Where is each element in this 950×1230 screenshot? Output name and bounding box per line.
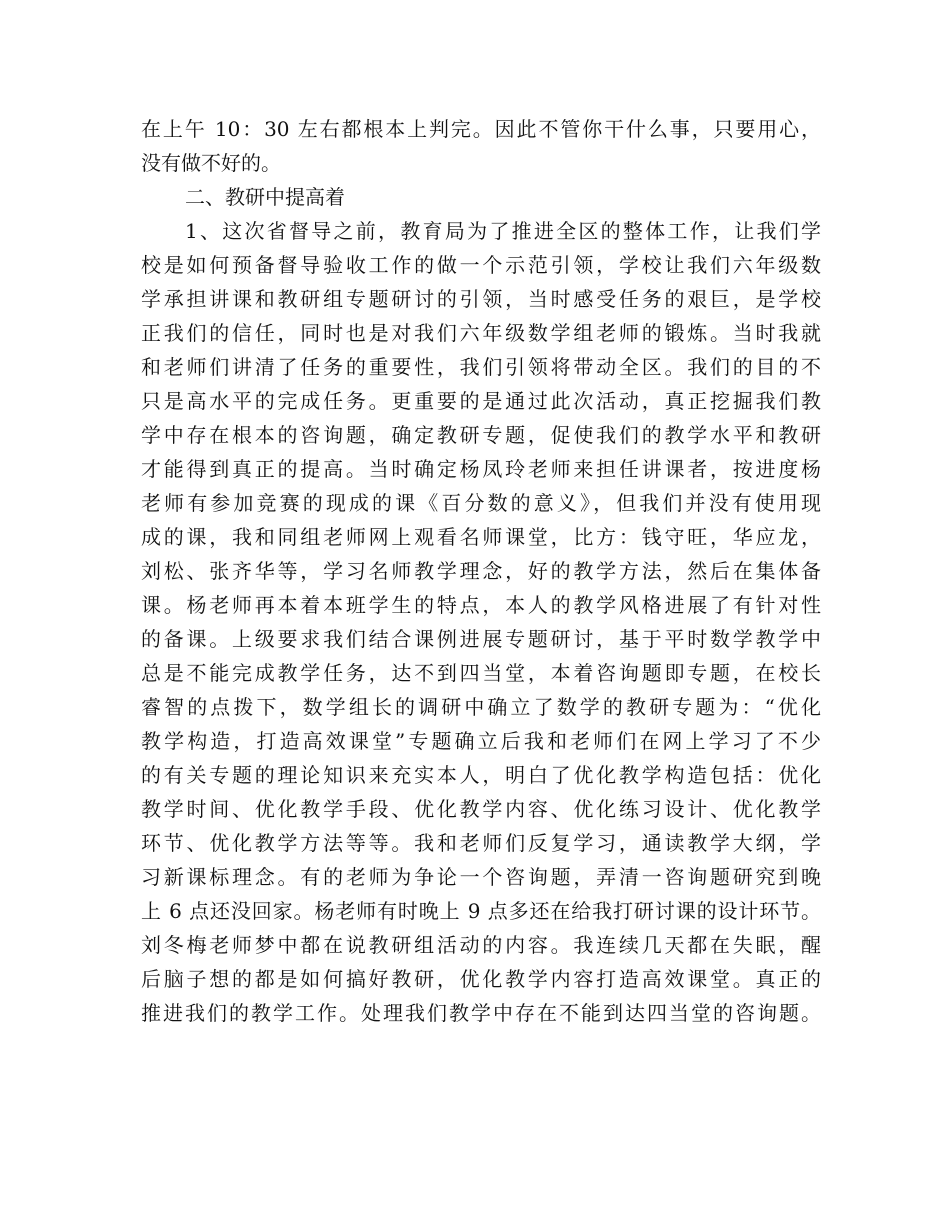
text-line: 习新课标理念。有的老师为争论一个咨询题，弄清一咨询题研究到晚 bbox=[141, 865, 821, 889]
text-line: 课。杨老师再本着本班学生的特点，本人的教学风格进展了有针对性 bbox=[141, 593, 821, 617]
paragraph-first-line: 1、这次省督导之前，教育局为了推进全区的整体工作，让我们学 bbox=[185, 219, 821, 243]
text-line: 成的课，我和同组老师网上观看名师课堂，比方：钱守旺，华应龙， bbox=[141, 525, 821, 549]
text-line: 的备课。上级要求我们结合课例进展专题研讨，基于平时数学教学中 bbox=[141, 627, 821, 651]
text-line: 只是高水平的完成任务。更重要的是通过此次活动，真正挖掘我们教 bbox=[141, 389, 821, 413]
text-line: 没有做不好的。 bbox=[141, 151, 281, 175]
text-line: 教学构造，打造高效课堂”专题确立后我和老师们在网上学习了不少 bbox=[141, 729, 821, 753]
text-line: 推进我们的教学工作。处理我们教学中存在不能到达四当堂的咨询题。 bbox=[141, 1001, 821, 1025]
text-line: 刘冬梅老师梦中都在说教研组活动的内容。我连续几天都在失眠，醒 bbox=[141, 933, 821, 957]
text-line: 上 6 点还没回家。杨老师有时晚上 9 点多还在给我打研讨课的设计环节。 bbox=[141, 899, 821, 923]
text-line: 睿智的点拨下，数学组长的调研中确立了数学的教研专题为：“优化 bbox=[141, 695, 821, 719]
text-line: 老师有参加竞赛的现成的课《百分数的意义》，但我们并没有使用现 bbox=[141, 491, 821, 515]
text-line: 和老师们讲清了任务的重要性，我们引领将带动全区。我们的目的不 bbox=[141, 355, 821, 379]
text-line: 在上午 10：30 左右都根本上判完。因此不管你干什么事，只要用心， bbox=[141, 117, 821, 141]
text-line: 的有关专题的理论知识来充实本人，明白了优化教学构造包括：优化 bbox=[141, 763, 821, 787]
text-line: 后脑子想的都是如何搞好教研，优化教学内容打造高效课堂。真正的 bbox=[141, 967, 821, 991]
text-line: 刘松、张齐华等，学习名师教学理念，好的教学方法，然后在集体备 bbox=[141, 559, 821, 583]
text-line: 环节、优化教学方法等等。我和老师们反复学习，通读教学大纲，学 bbox=[141, 831, 821, 855]
text-line: 总是不能完成教学任务，达不到四当堂，本着咨询题即专题，在校长 bbox=[141, 661, 821, 685]
section-heading: 二、教研中提高着 bbox=[185, 185, 345, 209]
text-line: 才能得到真正的提高。当时确定杨凤玲老师来担任讲课者，按进度杨 bbox=[141, 457, 821, 481]
text-line: 教学时间、优化教学手段、优化教学内容、优化练习设计、优化教学 bbox=[141, 797, 821, 821]
text-line: 学承担讲课和教研组专题研讨的引领，当时感受任务的艰巨，是学校 bbox=[141, 287, 821, 311]
body-text bbox=[141, 112, 821, 1030]
text-line: 正我们的信任，同时也是对我们六年级数学组老师的锻炼。当时我就 bbox=[141, 321, 821, 345]
text-line: 校是如何预备督导验收工作的做一个示范引领，学校让我们六年级数 bbox=[141, 253, 821, 277]
text-line: 学中存在根本的咨询题，确定教研专题，促使我们的教学水平和教研 bbox=[141, 423, 821, 447]
